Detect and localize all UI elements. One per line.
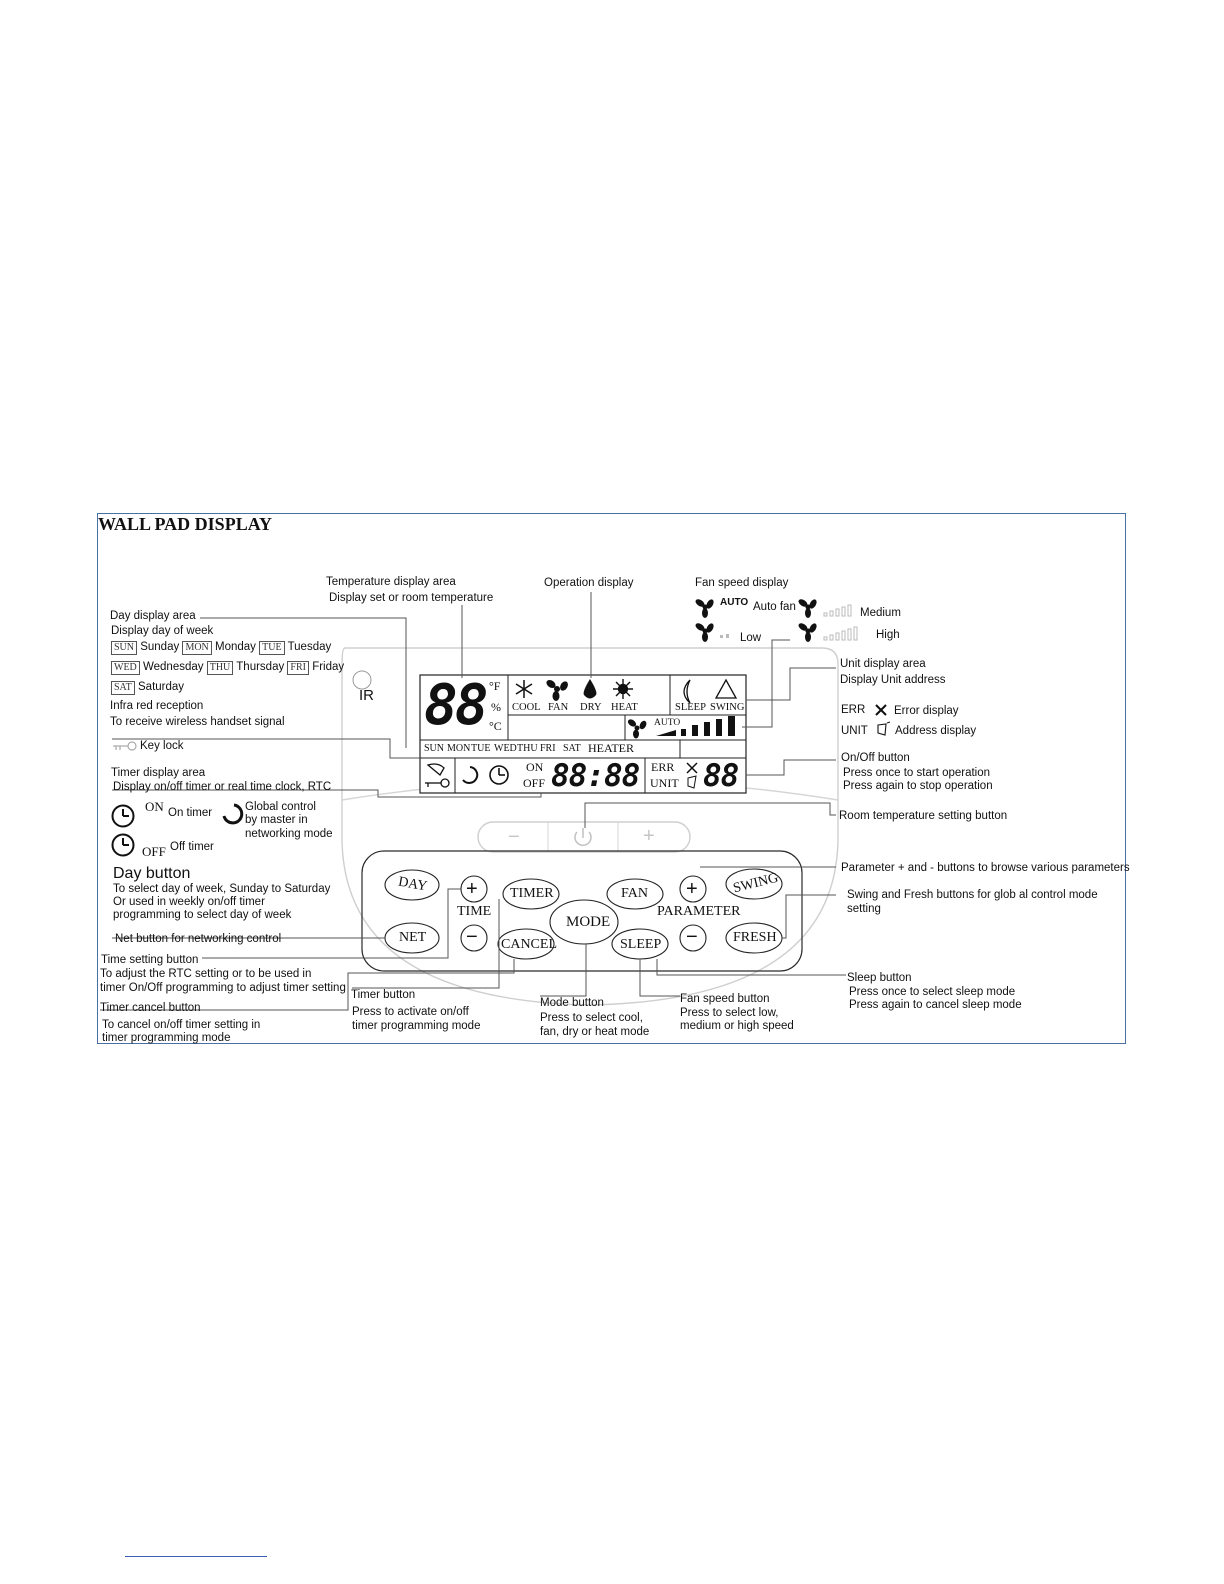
label-error-display: Error display	[894, 705, 959, 717]
label-global-control-2: by master in	[245, 814, 308, 826]
day-name-saturday: Saturday	[138, 681, 185, 693]
label-off-timer: Off timer	[170, 841, 214, 853]
label-sleep-2: Press again to cancel sleep mode	[849, 999, 1022, 1011]
label-mode-button-2: fan, dry or heat mode	[540, 1026, 650, 1038]
label-low: Low	[740, 632, 762, 644]
fan-button[interactable]: FAN	[621, 886, 648, 901]
day-name-tuesday: Tuesday	[287, 641, 332, 653]
label-mode-button-1: Press to select cool,	[540, 1012, 643, 1024]
mode-button[interactable]: MODE	[566, 914, 611, 930]
label-unit-area-desc: Display Unit address	[840, 674, 946, 686]
lcd-off: OFF	[523, 776, 546, 790]
day-abbr-sun: SUN	[111, 641, 137, 655]
label-timer-button-1: Press to activate on/off	[352, 1006, 469, 1018]
label-fan-button: Fan speed button	[680, 993, 770, 1005]
cancel-button[interactable]: CANCEL	[501, 937, 557, 952]
label-medium: Medium	[860, 607, 901, 619]
label-on-timer: On timer	[168, 807, 213, 819]
lcd-swing: SWING	[710, 702, 745, 713]
lcd-day-sun: SUN	[424, 743, 445, 754]
figure-title: WALL PAD DISPLAY	[98, 514, 273, 534]
label-day-area-desc: Display day of week	[111, 625, 214, 637]
parameter-label: PARAMETER	[657, 904, 741, 919]
label-global-control: Global control	[245, 801, 316, 813]
parameter-minus-button[interactable]: −	[686, 926, 698, 948]
fresh-button[interactable]: FRESH	[733, 930, 777, 945]
label-off-small: OFF	[142, 844, 166, 859]
global-control-icon	[220, 802, 244, 826]
lcd-day-thu: THU	[517, 743, 538, 754]
label-err: ERR	[841, 704, 866, 716]
label-key-lock: Key lock	[140, 740, 184, 752]
label-unit-area: Unit display area	[840, 658, 926, 670]
lcd-heater: HEATER	[588, 741, 634, 755]
parameter-plus-button[interactable]: +	[686, 878, 698, 900]
time-plus-button[interactable]: +	[466, 878, 478, 900]
label-fan-button-2: medium or high speed	[680, 1020, 794, 1032]
label-day-button-1: To select day of week, Sunday to Saturday	[113, 883, 331, 895]
label-on-small: ON	[145, 799, 164, 814]
lcd-day-wed: WED	[494, 743, 517, 754]
key-lock-icon	[112, 740, 138, 752]
ir-label: IR	[359, 687, 374, 704]
label-swing-fresh-2: setting	[847, 903, 881, 915]
lcd-mode-cool: COOL	[512, 702, 541, 713]
label-timer-cancel-1: To cancel on/off timer setting in	[102, 1019, 261, 1031]
net-button[interactable]: NET	[399, 930, 427, 945]
lcd-clock-digits: 88:88	[551, 758, 640, 794]
address-icon	[875, 721, 891, 737]
high-fan-icon	[797, 622, 818, 642]
high-bars-icon	[824, 627, 857, 640]
error-tool-icon	[874, 703, 888, 717]
lcd-temperature-digits: 88	[424, 673, 486, 738]
low-fan-icon	[694, 622, 715, 642]
lcd-err: ERR	[651, 760, 675, 774]
lcd-unit-digits: 88	[703, 758, 739, 794]
label-infra-red-desc: To receive wireless handset signal	[110, 716, 285, 728]
swing-button[interactable]: SWING	[731, 870, 780, 897]
label-day-button-2: Or used in weekly on/off timer	[113, 896, 265, 908]
label-sleep-button: Sleep button	[847, 972, 912, 984]
day-name-monday: Monday	[214, 641, 256, 653]
on-timer-icon	[110, 803, 136, 829]
day-name-wednesday: Wednesday	[142, 661, 204, 673]
lcd-auto: AUTO	[654, 718, 681, 728]
lcd-unit-percent: %	[491, 700, 501, 714]
label-address-display: Address display	[895, 725, 977, 737]
timer-button[interactable]: TIMER	[510, 886, 554, 901]
day-abbr-sat: SAT	[111, 681, 135, 695]
lcd-day-mon: MON	[447, 743, 471, 754]
off-timer-icon	[110, 832, 136, 858]
label-parameter-buttons: Parameter + and - buttons to browse various parameters	[841, 862, 1130, 874]
label-fan-speed-display: Fan speed display	[695, 577, 789, 589]
lcd-day-fri: FRI	[540, 743, 556, 754]
label-timer-button-2: timer programming mode	[352, 1020, 481, 1032]
label-time-setting-1: To adjust the RTC setting or to be used in	[100, 968, 312, 980]
label-sleep-1: Press once to select sleep mode	[849, 986, 1016, 998]
label-timer-cancel: Timer cancel button	[100, 1002, 201, 1014]
label-onoff-1: Press once to start operation	[843, 767, 991, 779]
label-temp-area-desc: Display set or room temperature	[329, 592, 494, 604]
label-swing-fresh: Swing and Fresh buttons for glob al control mode	[847, 889, 1098, 901]
day-name-sunday: Sunday	[140, 641, 180, 653]
label-unit: UNIT	[841, 725, 868, 737]
day-button[interactable]: DAY	[397, 874, 429, 895]
label-onoff-button: On/Off button	[841, 752, 910, 764]
label-day-area: Day display area	[110, 610, 196, 622]
lcd-on: ON	[526, 760, 544, 774]
label-onoff-2: Press again to stop operation	[843, 780, 993, 792]
lcd-unit-celsius: °C	[489, 719, 502, 733]
power-icon	[575, 828, 591, 845]
sleep-button[interactable]: SLEEP	[620, 937, 662, 952]
label-net-button: Net button for networking control	[115, 933, 282, 945]
medium-bars-icon	[824, 605, 851, 616]
lcd-mode-dry: DRY	[580, 702, 602, 713]
day-legend-row-3	[111, 680, 184, 695]
day-abbr-thu: THU	[207, 661, 234, 675]
label-timer-cancel-2: timer programming mode	[102, 1032, 231, 1044]
day-name-thursday: Thursday	[236, 661, 285, 673]
label-infra-red: Infra red reception	[110, 700, 204, 712]
lcd-day-sat: SAT	[563, 743, 581, 754]
auto-fan-icon	[694, 598, 715, 618]
temp-plus-button[interactable]: +	[643, 825, 655, 847]
sun-icon	[613, 679, 633, 699]
label-room-temp-button: Room temperature setting button	[839, 810, 1008, 822]
label-day-button-3: programming to select day of week	[113, 909, 292, 921]
time-minus-button[interactable]: −	[466, 926, 478, 948]
lcd-unit: UNIT	[650, 776, 679, 790]
lcd-unit-fahrenheit: °F	[489, 679, 501, 693]
label-operation-display: Operation display	[544, 577, 634, 589]
day-abbr-tue: TUE	[259, 641, 284, 655]
lcd-day-tue: TUE	[471, 743, 491, 754]
day-legend-row-1	[111, 640, 331, 655]
label-time-setting: Time setting button	[101, 954, 199, 966]
label-time-setting-2: timer On/Off programming to adjust timer setting	[100, 982, 346, 994]
footer-link-underline	[125, 1556, 267, 1557]
label-day-button: Day button	[113, 865, 191, 882]
label-mode-button: Mode button	[540, 997, 604, 1009]
day-legend-row-2	[111, 660, 344, 675]
label-auto-badge: AUTO	[720, 597, 749, 608]
label-timer-button: Timer button	[351, 989, 416, 1001]
temp-minus-button[interactable]: −	[508, 826, 520, 848]
lcd-sleep: SLEEP	[675, 702, 706, 713]
medium-fan-icon	[797, 598, 818, 618]
time-label: TIME	[457, 904, 492, 919]
label-timer-area: Timer display area	[111, 767, 206, 779]
label-auto-fan: Auto fan	[753, 601, 796, 613]
day-abbr-mon: MON	[182, 641, 211, 655]
lcd-mode-heat: HEAT	[611, 702, 638, 713]
label-temp-area: Temperature display area	[326, 576, 456, 588]
label-high: High	[876, 629, 900, 641]
label-timer-area-desc: Display on/off timer or real time clock, RTC	[113, 781, 332, 793]
lcd-mode-fan: FAN	[548, 702, 569, 713]
day-abbr-wed: WED	[111, 661, 140, 675]
low-bars-icon	[720, 634, 729, 638]
label-fan-button-1: Press to select low,	[680, 1007, 779, 1019]
label-global-control-3: networking mode	[245, 828, 333, 840]
day-name-friday: Friday	[312, 661, 345, 673]
day-abbr-fri: FRI	[287, 661, 309, 675]
